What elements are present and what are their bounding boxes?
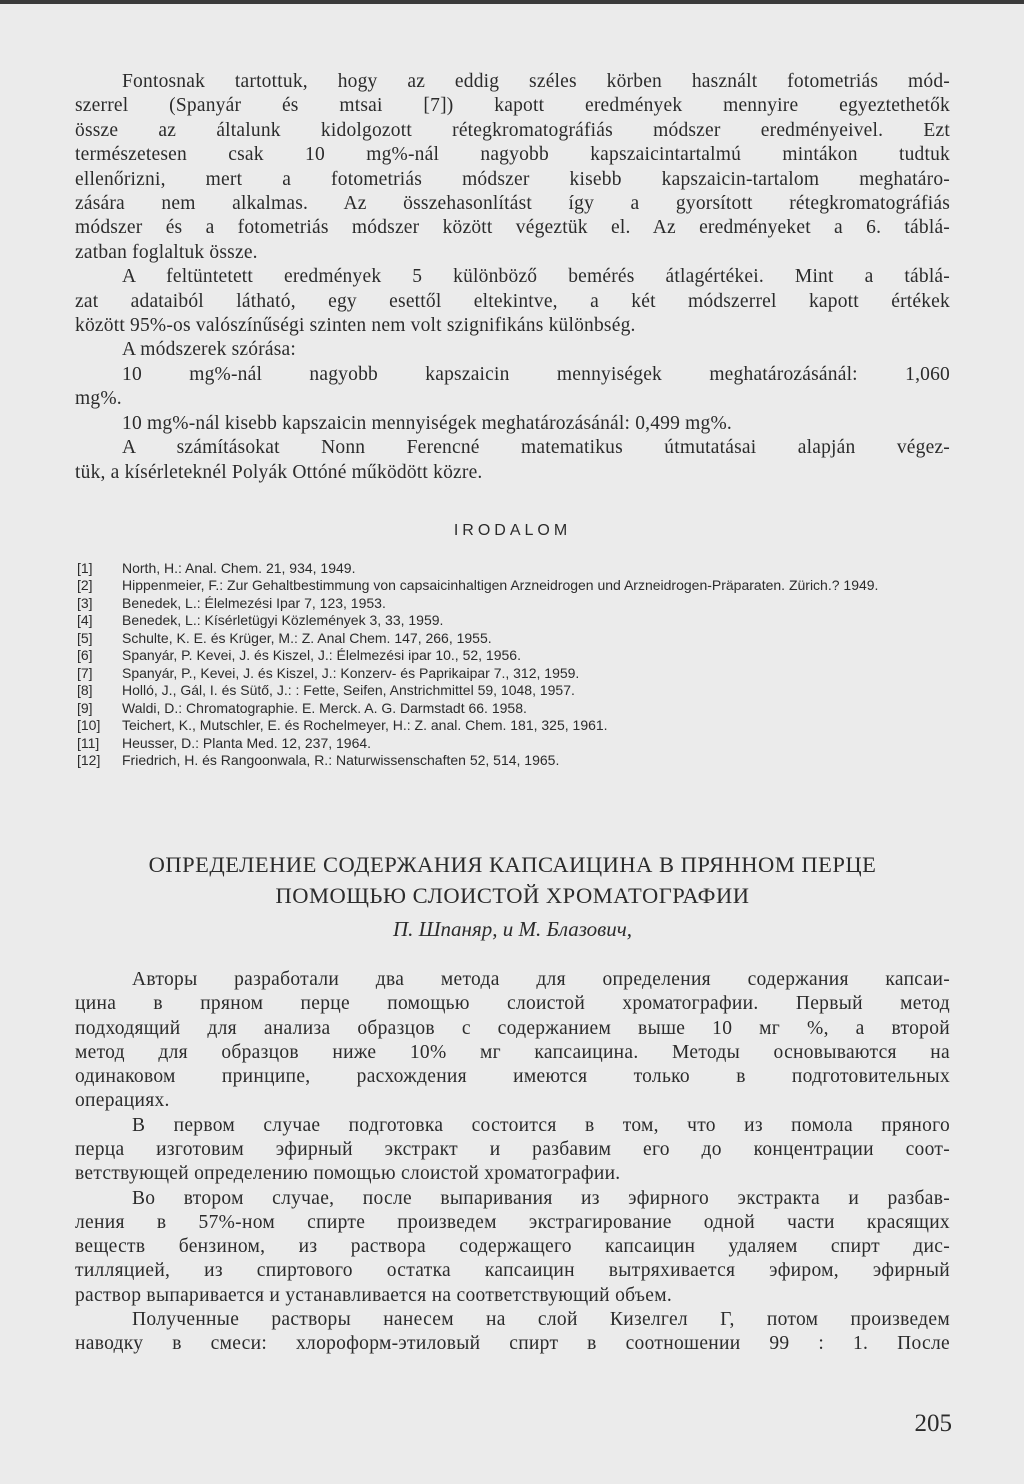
- text-line: В первом случае подготовка состоится в том, что из помола пряного: [132, 1114, 950, 1136]
- russian-authors: П. Шпаняр, и М. Блазович,: [392, 916, 633, 941]
- text-line: ления в 57%-ном спирте произведем экстрагирование одной части красящих: [75, 1211, 950, 1233]
- reference-item: [75, 560, 950, 578]
- text-line: операциях.: [75, 1090, 170, 1112]
- reference-item: [75, 577, 950, 595]
- reference-text: Schulte, K. E. és Krüger, M.: Z. Anal Chem. 147, 266, 1955.: [122, 629, 492, 646]
- text-line: zására nem alkalmas. Az összehasonlítást így a gyorsított rétegkromatográfiás: [75, 193, 950, 215]
- title-line: ПОМОЩЬЮ СЛОИСТОЙ ХРОМАТОГРАФИИ: [275, 882, 750, 908]
- hu-paragraph-3: A módszerek szórása:: [122, 339, 297, 361]
- reference-text: Benedek, L.: Élelmezési Ipar 7, 123, 1953.: [122, 594, 386, 611]
- reference-text: Friedrich, H. és Rangoonwala, R.: Naturwissenschaften 52, 514, 1965.: [122, 752, 560, 769]
- reference-number: [10]: [77, 717, 101, 734]
- text-line: подходящий для анализа образцов с содержанием выше 10 мг %, а второй: [75, 1017, 950, 1039]
- text-line: módszer és a fotometriás módszer között végeztük el. Az eredményeket a 6. táblá-: [75, 217, 950, 239]
- text-line: перца изготовим эфирный экстракт и разбавим его до концентрации соот-: [75, 1138, 950, 1160]
- title-line: ОПРЕДЕЛЕНИЕ СОДЕРЖАНИЯ КАПСАИЦИНА В ПРЯННОМ ПЕРЦЕ: [148, 851, 877, 877]
- ru-paragraph-1: [75, 968, 950, 1114]
- reference-item: [75, 752, 950, 770]
- text-line: тилляцией, из спиртового остатка капсаицин вытряхивается эфиром, эфирный: [75, 1260, 950, 1282]
- text-line: ветствующей определению помощью слоистой хроматографии.: [75, 1163, 621, 1185]
- reference-text: Holló, J., Gál, I. és Sütő, J.: : Fette, Seifen, Anstrichmittel 59, 1048, 1957.: [122, 682, 575, 699]
- text-line: Полученные растворы нанесем на слой Кизелгел Г, потом произведем: [132, 1309, 950, 1331]
- reference-item: [75, 682, 950, 700]
- russian-title: [75, 849, 950, 911]
- reference-item: [75, 700, 950, 718]
- page-content: [75, 70, 950, 1357]
- reference-text: Teichert, K., Mutschler, E. és Rochelmeyer, H.: Z. anal. Chem. 181, 325, 1961.: [122, 717, 608, 734]
- reference-number: [1]: [77, 559, 93, 576]
- reference-text: Heusser, D.: Planta Med. 12, 237, 1964.: [122, 734, 372, 751]
- text-line: Fontosnak tartottuk, hogy az eddig széles körben használt fotometriás mód-: [122, 71, 950, 92]
- text-line: ellenőrizni, mert a fotometriás módszer kisebb kapszaicin-tartalom meghatáro-: [75, 168, 950, 190]
- ru-paragraph-3: [75, 1187, 950, 1308]
- reference-number: [12]: [77, 752, 101, 769]
- reference-text: North, H.: Anal. Chem. 21, 934, 1949.: [122, 559, 356, 576]
- russian-text: [75, 968, 950, 1357]
- text-line: раствор выпаривается и устанавливается на соответствующий объем.: [75, 1284, 673, 1306]
- text-line: zat adataiból látható, egy esettől eltekintve, a két módszerrel kapott értékek: [75, 290, 950, 312]
- reference-item: [75, 665, 950, 683]
- text-line: között 95%-os valószínűségi szinten nem volt szignifikáns különbség.: [75, 315, 636, 337]
- ru-paragraph-2: [75, 1114, 950, 1187]
- text-line: mg%.: [75, 388, 122, 410]
- text-line: tük, a kísérleteknél Polyák Ottóné működött közre.: [75, 461, 483, 483]
- hungarian-text: [75, 70, 950, 485]
- reference-item: [75, 630, 950, 648]
- reference-number: [6]: [77, 647, 93, 664]
- text-line: össze az általunk kidolgozott rétegkromatográfiás módszer eredményeivel. Ezt: [75, 119, 950, 141]
- reference-item: [75, 595, 950, 613]
- reference-text: Spanyár, P. Kevei, J. és Kiszel, J.: Élelmezési ipar 10., 52, 1956.: [122, 647, 521, 664]
- text-line: наводку в смеси: хлороформ-этиловый спирт в соотношении 99 : 1. После: [75, 1333, 950, 1355]
- reference-text: Benedek, L.: Kísérletügyi Közlemények 3, 33, 1959.: [122, 612, 444, 629]
- hu-paragraph-5: 10 mg%-nál kisebb kapszaicin mennyiségek meghatározásánál: 0,499 mg%.: [122, 412, 732, 434]
- reference-text: Waldi, D.: Chromatographie. E. Merck. A. G. Darmstadt 66. 1958.: [122, 699, 527, 716]
- hu-paragraph-6: [75, 436, 950, 485]
- hu-paragraph-1: [75, 70, 950, 265]
- hu-paragraph-4: [75, 363, 950, 412]
- text-line: цина в пряном перце помощью слоистой хроматографии. Первый метод: [75, 993, 950, 1015]
- text-line: Во втором случае, после выпаривания из эфирного экстракта и разбав-: [132, 1187, 950, 1209]
- reference-number: [8]: [77, 682, 93, 699]
- text-line: веществ бензином, из раствора содержащего капсаицин удаляем спирт дис-: [75, 1236, 950, 1258]
- ru-paragraph-4: [75, 1308, 950, 1357]
- text-line: szerrel (Spanyár és mtsai [7]) kapott eredmények mennyire egyeztethetők: [75, 95, 950, 117]
- references-heading: IRODALOM: [453, 521, 572, 539]
- hu-paragraph-2: [75, 265, 950, 338]
- page-number: 205: [914, 1410, 952, 1437]
- reference-number: [11]: [77, 734, 100, 751]
- reference-item: [75, 612, 950, 630]
- reference-text: Spanyár, P., Kevei, J. és Kiszel, J.: Konzerv- és Paprikaipar 7., 312, 1959.: [122, 664, 580, 681]
- reference-number: [3]: [77, 594, 93, 611]
- text-line: 10 mg%-nál nagyobb kapszaicin mennyiségek meghatározásánál: 1,060: [122, 363, 950, 385]
- text-line: одинаковом принципе, расхождения имеются только в подготовительных: [75, 1066, 950, 1088]
- reference-number: [7]: [77, 664, 93, 681]
- text-line: A feltüntetett eredmények 5 különböző bemérés átlagértékei. Mint a táblá-: [122, 266, 950, 288]
- reference-item: [75, 647, 950, 665]
- text-line: zatban foglaltuk össze.: [75, 241, 258, 263]
- top-rule: [0, 0, 1024, 4]
- reference-number: [9]: [77, 699, 93, 716]
- text-line: метод для образцов ниже 10% мг капсаицина. Методы основываются на: [75, 1041, 950, 1063]
- text-line: A számításokat Nonn Ferencné matematikus útmutatásai alapján végez-: [122, 437, 950, 459]
- reference-item: [75, 717, 950, 735]
- reference-item: [75, 735, 950, 753]
- reference-number: [5]: [77, 629, 93, 646]
- reference-number: [4]: [77, 612, 93, 629]
- reference-text: Hippenmeier, F.: Zur Gehaltbestimmung von capsaicinhaltigen Arzneidrogen und Arzneidrogen-Präparaten. Zürich.? 1949.: [122, 577, 879, 594]
- references-list: [75, 560, 950, 770]
- text-line: Авторы разработали два метода для определения содержания капсаи-: [132, 968, 950, 990]
- text-line: természetesen csak 10 mg%-nál nagyobb kapszaicintartalmú mintákon tudtuk: [75, 144, 950, 166]
- reference-number: [2]: [77, 577, 93, 594]
